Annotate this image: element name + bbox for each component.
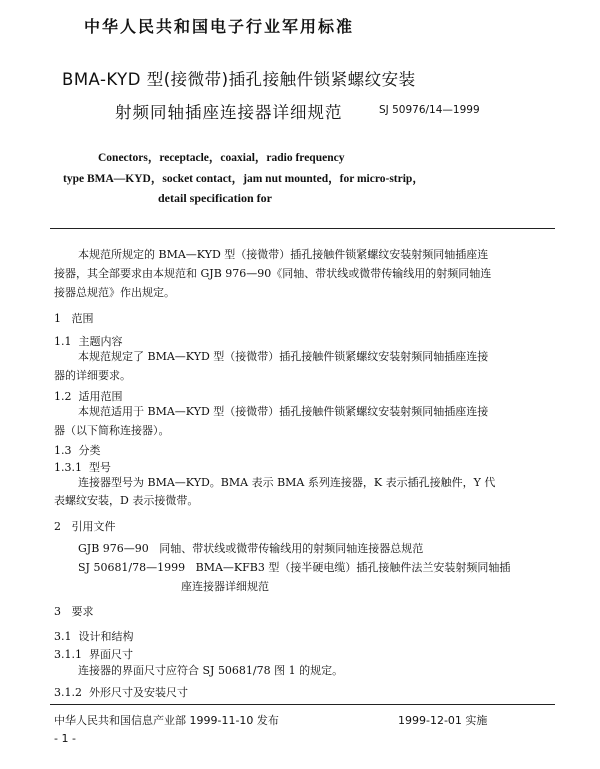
section-title: 要求 [71,605,94,618]
english-title-line-3: detail specification for [158,191,272,205]
section-title: 分类 [78,444,101,457]
standard-org-header: 中华人民共和国电子行业军用标准 [84,17,355,36]
intro-line-3: 接器总规范》作出规定。 [54,286,175,299]
standard-code: SJ 50976/14—1999 [379,104,480,116]
footer-divider [50,704,555,705]
section-1-3-1-text-line-1: 连接器型号为 BMA—KYD。BMA 表示 BMA 系列连接器，K 表示插孔接触件，Y 代 [78,476,496,489]
section-title: 范围 [71,312,94,325]
section-title: 外形尺寸及安装尺寸 [89,686,188,699]
intro-line-1: 本规范所规定的 BMA—KYD 型（接微带）插孔接触件锁紧螺纹安装射频同轴插座连 [78,248,489,261]
section-number: 1.3 [54,444,72,457]
english-title-line-1: Conectors，receptacle，coaxial，radio frequency [98,152,345,164]
section-title: 型号 [89,461,111,474]
section-title: 界面尺寸 [89,648,133,661]
reference-1 [78,540,423,558]
section-1-3-1-text-line-2: 表螺纹安装，D 表示接微带。 [54,494,199,507]
section-1-1-text-line-1: 本规范规定了 BMA—KYD 型（接微带）插孔接触件锁紧螺纹安装射频同轴插座连接 [78,350,489,363]
section-title: 引用文件 [71,520,116,533]
section-1-heading [54,310,94,326]
title-divider [50,228,555,229]
section-1-2-heading [54,388,123,404]
section-number: 1.1 [54,335,72,348]
title-line-1: BMA-KYD 型(接微带)插孔接触件锁紧螺纹安装 [62,70,416,89]
section-3-heading [54,603,94,619]
english-title-line-2: type BMA—KYD，socket contact，jam nut mounted，for micro-strip， [63,173,424,185]
reference-2 [78,559,510,577]
section-3-1-1-text: 连接器的界面尺寸应符合 SJ 50681/78 图 1 的规定。 [78,664,344,677]
section-3-1-1-heading [54,646,133,662]
reference-2-continued: 座连接器详细规范 [181,580,269,593]
section-1-1-text-line-2: 器的详细要求。 [54,369,131,382]
effective-date: 1999-12-01 实施 [398,714,488,727]
section-number: 2 [54,520,61,533]
section-3-1-heading [54,628,134,644]
intro-line-2: 接器，其全部要求由本规范和 GJB 976—90《同轴、带状线或微带传输线用的射频同轴连 [54,267,492,280]
section-title: 设计和结构 [78,630,134,643]
section-1-2-text-line-2: 器（以下简称连接器）。 [54,424,170,437]
section-title: 适用范围 [78,390,123,403]
section-number: 1 [54,312,61,325]
section-1-2-text-line-1: 本规范适用于 BMA—KYD 型（接微带）插孔接触件锁紧螺纹安装射频同轴插座连接 [78,405,489,418]
section-1-1-heading [54,333,123,349]
section-number: 3.1.1 [54,648,82,661]
section-1-3-heading [54,442,101,458]
section-3-1-2-heading [54,684,188,700]
reference-title: BMA—KFB3 型（接半硬电缆）插孔接触件法兰安装射频同轴插 [195,561,511,574]
section-number: 3.1 [54,630,72,643]
section-number: 3.1.2 [54,686,82,699]
reference-code: SJ 50681/78—1999 [78,561,186,574]
page-number: - 1 - [54,732,76,745]
section-number: 1.2 [54,390,72,403]
section-1-3-1-heading [54,459,111,475]
section-number: 1.3.1 [54,461,82,474]
section-title: 主题内容 [78,335,123,348]
section-number: 3 [54,605,61,618]
title-line-2: 射频同轴插座连接器详细规范 [115,103,343,122]
section-2-heading [54,518,116,534]
issue-date: 中华人民共和国信息产业部 1999-11-10 发布 [54,714,279,727]
reference-title: 同轴、带状线或微带传输线用的射频同轴连接器总规范 [159,542,424,555]
reference-code: GJB 976—90 [78,542,149,555]
